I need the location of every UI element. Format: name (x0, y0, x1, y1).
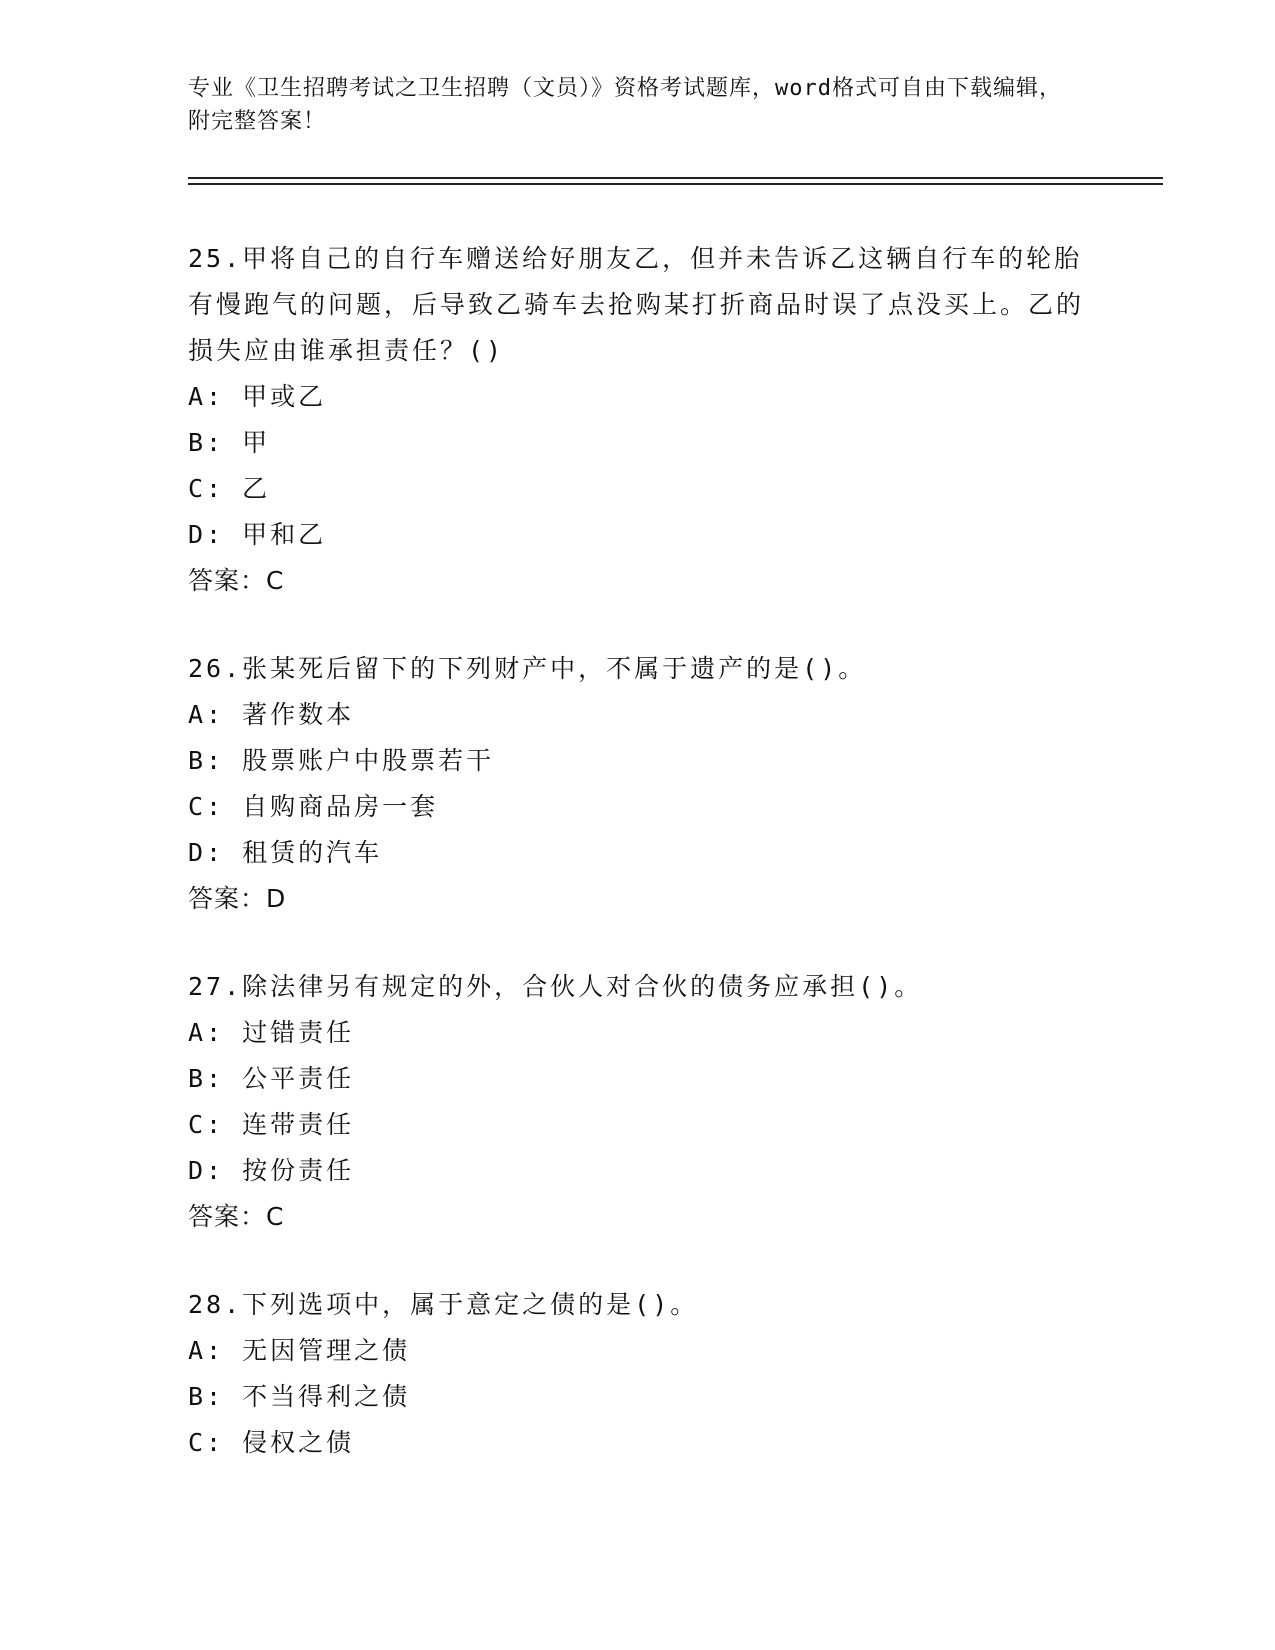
question-stem: 27.除法律另有规定的外，合伙人对合伙的债务应承担()。 (188, 972, 923, 1001)
question-stem: 28.下列选项中，属于意定之债的是()。 (188, 1290, 699, 1319)
option-d: D: 甲和乙 (188, 520, 327, 549)
option-d: D: 租赁的汽车 (188, 838, 383, 867)
option-c: C: 乙 (188, 474, 271, 503)
option-b: B: 股票账户中股票若干 (188, 746, 495, 775)
option-c: C: 自购商品房一套 (188, 792, 439, 821)
answer: 答案：D (188, 884, 287, 913)
option-b: B: 公平责任 (188, 1064, 355, 1093)
option-a: A: 著作数本 (188, 700, 355, 729)
question-list (188, 236, 1088, 1508)
option-d: D: 按份责任 (188, 1156, 355, 1185)
question-stem: 25.甲将自己的自行车赠送给好朋友乙，但并未告诉乙这辆自行车的轮胎有慢跑气的问题，后导致乙骑车去抢购某打折商品时误了点没买上。乙的损失应由谁承担责任？() (188, 244, 1085, 365)
answer: 答案：C (188, 1202, 285, 1231)
option-a: A: 甲或乙 (188, 382, 327, 411)
option-b: B: 甲 (188, 428, 271, 457)
question-28 (188, 1282, 1088, 1466)
question-stem: 26.张某死后留下的下列财产中，不属于遗产的是()。 (188, 654, 867, 683)
header-rule-top (188, 177, 1163, 179)
question-26 (188, 646, 1088, 922)
document-header: 专业《卫生招聘考试之卫生招聘（文员）》资格考试题库，word格式可自由下载编辑，附完整答案！ (188, 76, 1062, 134)
option-a: A: 无因管理之债 (188, 1336, 411, 1365)
option-c: C: 侵权之债 (188, 1428, 355, 1457)
question-27 (188, 964, 1088, 1240)
option-a: A: 过错责任 (188, 1018, 355, 1047)
question-25 (188, 236, 1088, 604)
header-rule-bottom (188, 183, 1163, 185)
option-b: B: 不当得利之债 (188, 1382, 411, 1411)
answer: 答案：C (188, 566, 285, 595)
option-c: C: 连带责任 (188, 1110, 355, 1139)
